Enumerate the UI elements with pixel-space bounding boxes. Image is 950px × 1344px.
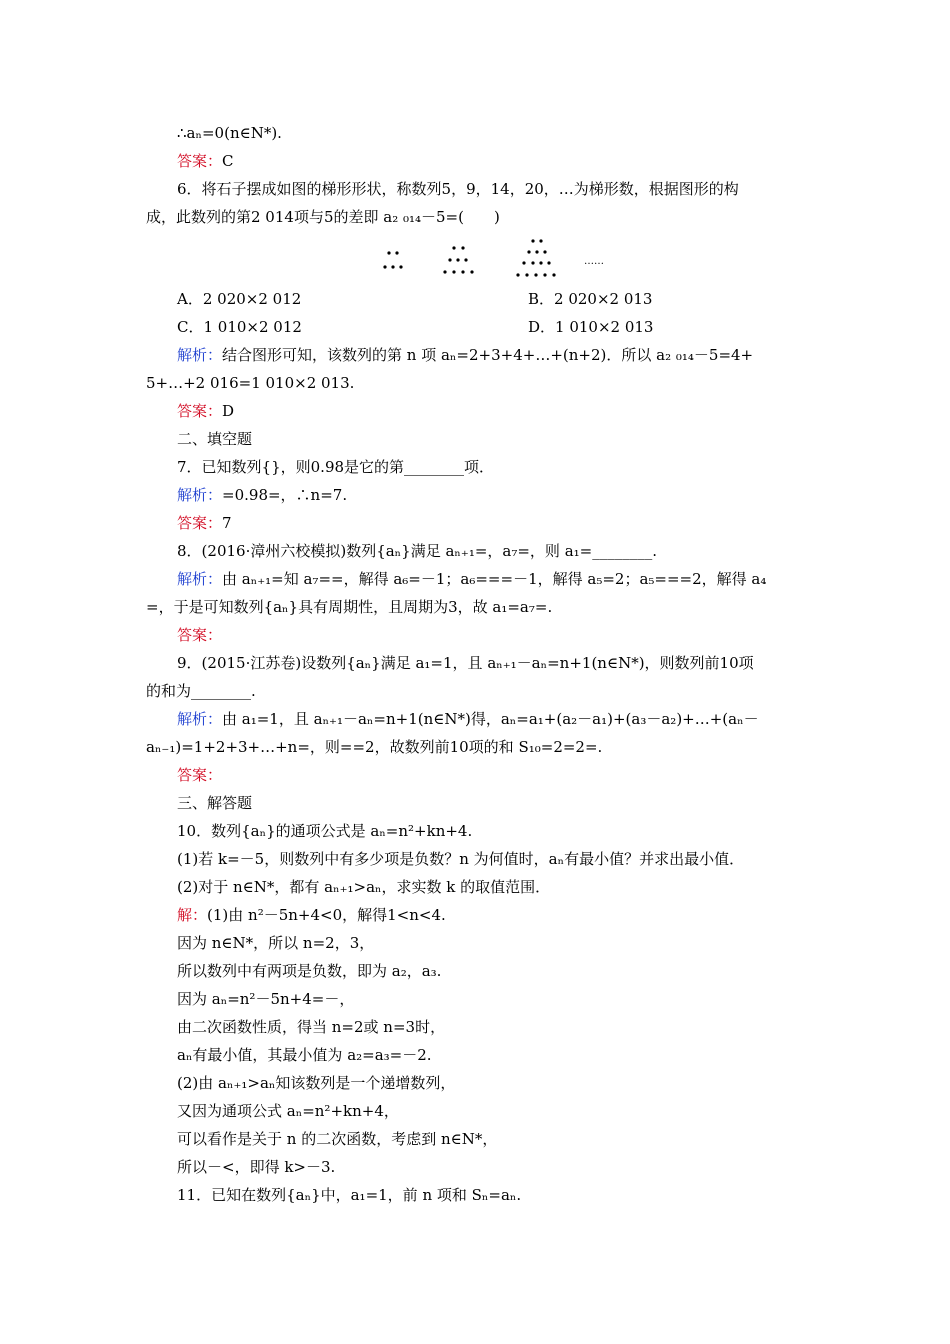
option-c: C．1 010×2 012	[177, 318, 302, 336]
solution-line	[177, 904, 446, 926]
stone-dot	[552, 273, 555, 276]
answer-label: 答案：	[177, 766, 223, 784]
stone-dot	[452, 246, 455, 249]
stone-dot	[534, 273, 537, 276]
analysis-label: 解析：	[177, 486, 223, 504]
stone-dot	[539, 261, 542, 264]
analysis-text: 由 a₁=1，且 aₙ₊₁－aₙ=n+1(n∈N*)得，aₙ=a₁+(a₂－a₁)+(a₃－a₂)+…+(aₙ－	[222, 710, 759, 728]
analysis-line	[177, 568, 766, 590]
question-6-line-1: 6．将石子摆成如图的梯形形状，称数列5，9，14，20，…为梯形数，根据图形的构	[177, 180, 739, 198]
trapezoid-stone-figure	[378, 236, 618, 282]
stone-dot	[443, 270, 446, 273]
stone-dot	[456, 258, 459, 261]
section-heading-solutions: 三、解答题	[177, 794, 253, 812]
text-line: ∴aₙ=0(n∈N*).	[177, 124, 282, 142]
stone-dot	[531, 239, 534, 242]
stone-dot	[539, 239, 542, 242]
solution-step: 所以－<，即得 k>－3.	[177, 1158, 336, 1176]
answer-label: 答案：	[177, 626, 223, 644]
analysis-text: 由 aₙ₊₁=知 a₇==，解得 a₆=－1；a₆===－1，解得 a₅=2；a₅===2，解得 a₄	[222, 570, 767, 588]
analysis-label: 解析：	[177, 346, 223, 364]
question-7: 7．已知数列{}，则0.98是它的第________项．	[177, 458, 495, 476]
stone-dot	[461, 246, 464, 249]
stone-dot	[391, 265, 394, 268]
answer-label: 答案：	[177, 152, 223, 170]
answer-line	[177, 150, 234, 172]
solution-step: 可以看作是关于 n 的二次函数，考虑到 n∈N*，	[177, 1130, 498, 1148]
stone-dot	[516, 273, 519, 276]
stone-dot	[395, 251, 398, 254]
solution-step: 因为 n∈N*，所以 n=2，3，	[177, 934, 375, 952]
solution-step: 因为 aₙ=n²－5n+4=－，	[177, 990, 355, 1008]
stone-dot	[543, 250, 546, 253]
stone-dot	[525, 273, 528, 276]
question-9-line-2: 的和为________.	[146, 682, 256, 700]
stone-dot	[461, 270, 464, 273]
stone-dot	[448, 258, 451, 261]
question-10-part-1: (1)若 k=－5，则数列中有多少项是负数？n 为何值时，aₙ有最小值？并求出最小值．	[177, 850, 745, 868]
stone-dot	[383, 265, 386, 268]
analysis-text: 结合图形可知，该数列的第 n 项 aₙ=2+3+4+…+(n+2)．所以 a₂ ₀₁₄－5=4+	[222, 346, 754, 364]
solution-step: 又因为通项公式 aₙ=n²+kn+4，	[177, 1102, 399, 1120]
stone-dot	[464, 258, 467, 261]
answer-line	[177, 400, 234, 422]
answer-value: 7	[222, 514, 232, 532]
solution-label: 解：	[177, 906, 208, 924]
stone-dot	[527, 250, 530, 253]
section-heading-fill-in: 二、填空题	[177, 430, 253, 448]
stone-dot	[387, 251, 390, 254]
figure-ellipsis: ……	[584, 256, 604, 267]
answer-line	[177, 512, 232, 534]
analysis-continued: aₙ₋₁)=1+2+3+…+n=，则==2，故数列前10项的和 S₁₀=2=2=.	[146, 738, 603, 756]
option-b: B．2 020×2 013	[528, 290, 653, 308]
stone-dot	[531, 261, 534, 264]
analysis-line	[177, 484, 347, 506]
solution-step: 由二次函数性质，得当 n=2或 n=3时，	[177, 1018, 446, 1036]
answer-value: D	[222, 402, 235, 420]
solution-text: (1)由 n²－5n+4<0，解得1<n<4.	[207, 906, 446, 924]
stone-dot	[543, 273, 546, 276]
solution-step: aₙ有最小值，其最小值为 a₂=a₃=－2.	[177, 1046, 432, 1064]
question-9-line-1: 9．(2015·江苏卷)设数列{aₙ}满足 a₁=1，且 aₙ₊₁－aₙ=n+1(n∈N*)，则数列前10项	[177, 654, 754, 672]
question-6-line-2: 成，此数列的第2 014项与5的差即 a₂ ₀₁₄－5=( )	[146, 208, 500, 226]
question-11: 11．已知在数列{aₙ}中，a₁=1，前 n 项和 Sₙ=aₙ.	[177, 1186, 522, 1204]
analysis-line	[177, 708, 759, 730]
analysis-continued: =，于是可知数列{aₙ}具有周期性，且周期为3，故 a₁=a₇=.	[146, 598, 553, 616]
question-8: 8．(2016·漳州六校模拟)数列{aₙ}满足 aₙ₊₁=，a₇=，则 a₁=________.	[177, 542, 657, 560]
answer-line	[177, 764, 222, 786]
stone-dot	[470, 270, 473, 273]
option-d: D．1 010×2 013	[528, 318, 654, 336]
solution-step: (2)由 aₙ₊₁>aₙ知该数列是一个递增数列，	[177, 1074, 456, 1092]
analysis-label: 解析：	[177, 570, 223, 588]
stone-dot	[452, 270, 455, 273]
question-10-part-2: (2)对于 n∈N*，都有 aₙ₊₁>aₙ，求实数 k 的取值范围．	[177, 878, 551, 896]
analysis-text: =0.98=，∴n=7.	[222, 486, 348, 504]
answer-label: 答案：	[177, 402, 223, 420]
solution-step: 所以数列中有两项是负数，即为 a₂，a₃.	[177, 962, 442, 980]
stone-dot	[535, 250, 538, 253]
answer-value: C	[222, 152, 234, 170]
stone-dot	[522, 261, 525, 264]
answer-line	[177, 624, 222, 646]
option-a: A．2 020×2 012	[177, 290, 302, 308]
answer-label: 答案：	[177, 514, 223, 532]
stone-dot	[399, 265, 402, 268]
analysis-label: 解析：	[177, 710, 223, 728]
analysis-continued: 5+…+2 016=1 010×2 013.	[146, 374, 355, 392]
stone-dot	[547, 261, 550, 264]
analysis-line	[177, 344, 753, 366]
question-10: 10．数列{aₙ}的通项公式是 aₙ=n²+kn+4.	[177, 822, 473, 840]
